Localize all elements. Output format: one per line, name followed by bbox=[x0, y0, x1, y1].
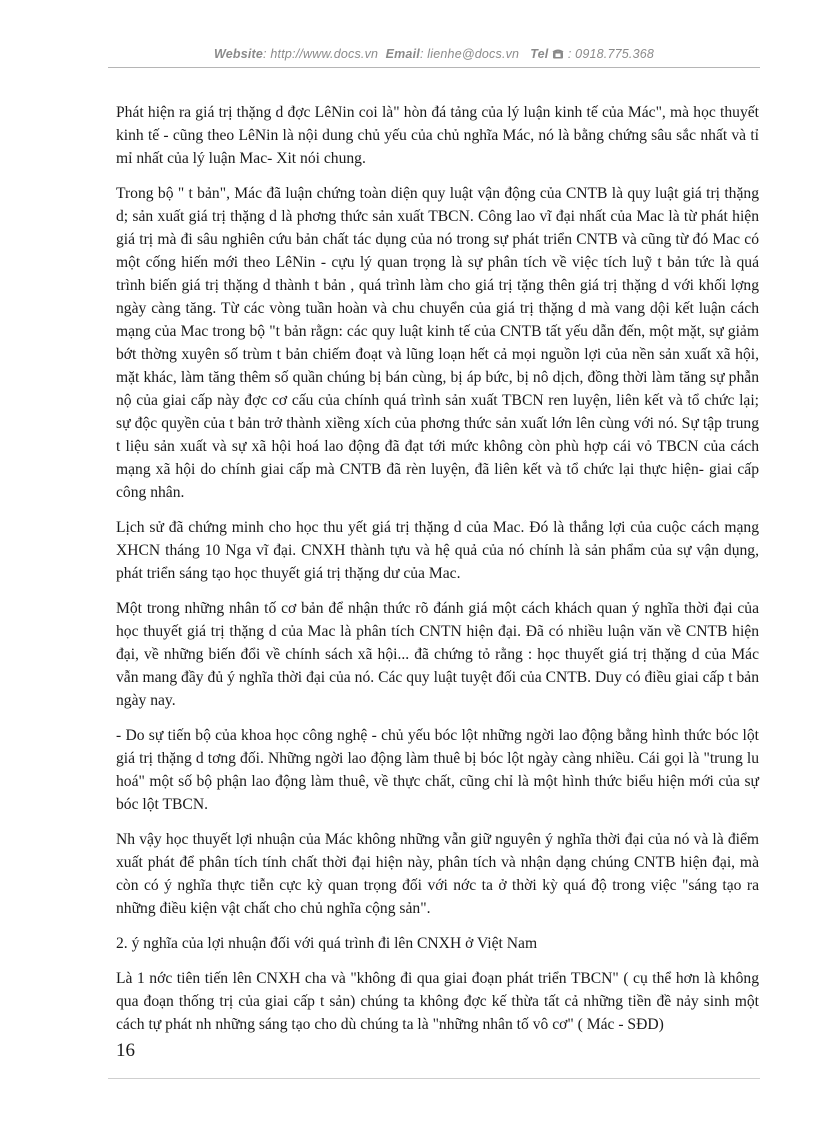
phone-icon bbox=[552, 47, 568, 61]
website-value[interactable]: : http://www.docs.vn bbox=[263, 47, 379, 61]
document-body bbox=[116, 101, 759, 1048]
website-label: Website bbox=[213, 47, 264, 61]
email-label: Email bbox=[385, 47, 420, 61]
paragraph: Là 1 nớc tiên tiến lên CNXH cha và "không đi qua giai đoạn phát triển TBCN" ( cụ thể hơn là không qua đoạn thống trị của giai cấp t sản) chúng ta không đợc kế thừa tất cả những tiền đề nảy sinh một cách tự phát nh những sáng tạo cho dù chúng ta là "những nhân tố vô cơ" ( Mác - SĐD) bbox=[116, 970, 759, 1033]
footer-rule bbox=[108, 1078, 760, 1079]
header-rule bbox=[108, 67, 760, 68]
page-number: 16 bbox=[116, 1040, 135, 1061]
paragraph: Trong bộ " t bản", Mác đã luận chứng toàn diện quy luật vận động của CNTB là quy luật giá trị thặng d; sản xuất giá trị thặng d là phơng thức sản xuất TBCN. Công lao vĩ đại nhất của Mac là từ phát hiện giá trị mà đi sâu nghiên cứu bản chất tác dụng của nó trong sự phát triển CNTB và cũng từ đó Mac có một cống hiến mới theo LêNin - cựu lý quan trọng là sự phân tích về việc tích luỹ t bản tức là quá trình biến giá trị thặng d thành t bản , quá trình làm cho giá trị tặng thên giá trị thặng d với khối lợng ngày càng tăng. Từ các vòng tuần hoàn và chu chuyển của giá trị thặng d mà vang dội kết luận cách mạng của Mac trong bộ "t bản rằgn: các quy luật kinh tế của CNTB tất yếu dẫn đến, một mặt, sự giảm bớt thờng xuyên số trùm t bản chiếm đoạt và lũng loạn hết cả mọi nguồn lợi của nền sản xuất xã hội, mặt khác, làm tăng thêm số quần chúng bị bán cùng, bị áp bức, bị nô dịch, đồng thời làm tăng sự phẫn nộ của giai cấp này đợc cơ cấu của chính quá trình sản xuất TBCN ren luyện, liên kết và tổ chức lại; sự độc quyền của t bản trở thành xiềng xích của phơng thức sản xuất lớn lên cùng với nó. Sự tập trung t liệu sản xuất và sự xã hội hoá lao động đã đạt tới mức không còn phù hợp cái vỏ TBCN của cách mạng xã hội do chính giai cấp mà CNTB đã rèn luyện, đã liên kết và tổ chức lại thực hiện- giai cấp công nhân. bbox=[116, 185, 759, 501]
page-header bbox=[108, 47, 760, 61]
tel-value: : 0918.775.368 bbox=[567, 47, 655, 61]
section-heading: 2. ý nghĩa của lợi nhuận đối với quá trình đi lên CNXH ở Việt Nam bbox=[116, 935, 538, 952]
paragraph: Lịch sử đã chứng minh cho học thu yết giá trị thặng d của Mac. Đó là thắng lợi của cuộc cách mạng XHCN tháng 10 Nga vĩ đại. CNXH thành tựu và hệ quả của nó chính là sản phẩm của sự vận dụng, phát triển sáng tạo học thuyết giá trị thặng dư của Mac. bbox=[116, 519, 759, 582]
paragraph: Một trong những nhân tố cơ bản để nhận thức rõ đánh giá một cách khách quan ý nghĩa thời đại của học thuyết giá trị thặng d của Mac là phân tích CNTN hiện đại. Đã có nhiều luận văn về CNTB hiện đại, về những biến đổi về chính sách xã hội... đã chứng tỏ rằng : học thuyết giá trị thặng d của Mác vẫn mang đầy đủ ý nghĩa thời đại của nó. Các quy luật tuyệt đối của CNTB. Duy có điều giai cấp t bản ngày nay. bbox=[116, 600, 759, 709]
email-value[interactable]: : lienhe@docs.vn bbox=[419, 47, 520, 61]
paragraph: Nh vậy học thuyết lợi nhuận của Mác không những vẫn giữ nguyên ý nghĩa thời đại của nó và là điểm xuất phát để phân tích tính chất thời đại hiện này, phân tích và nhận dạng chúng CNTB hiện đại, mà còn có ý nghĩa thực tiễn cực kỳ quan trọng đối với nớc ta ở thời kỳ quá độ trong việc "sáng tạo ra những điều kiện vật chất cho chủ nghĩa cộng sản". bbox=[116, 831, 759, 917]
paragraph: - Do sự tiến bộ của khoa học công nghệ - chủ yếu bóc lột những ngời lao động bằng hình thức bóc lột giá trị thặng d tơng đối. Những ngời lao động làm thuê bị bóc lột ngày càng nhiều. Cái gọi là "trung lu hoá" một số bộ phận lao động làm thuê, về thực chất, cũng chỉ là một hình thức biểu hiện mới của sự bóc lột TBCN. bbox=[116, 727, 759, 813]
tel-label: Tel bbox=[530, 47, 549, 61]
paragraph: Phát hiện ra giá trị thặng d đợc LêNin coi là" hòn đá tảng của lý luận kinh tế của Mác", mà học thuyết kinh tế - cũng theo LêNin là nội dung chủ yếu của chủ nghĩa Mác, nó là bằng chứng sâu sắc nhất và tỉ mỉ nhất của lý luận Mac- Xit nói chung. bbox=[116, 104, 759, 167]
